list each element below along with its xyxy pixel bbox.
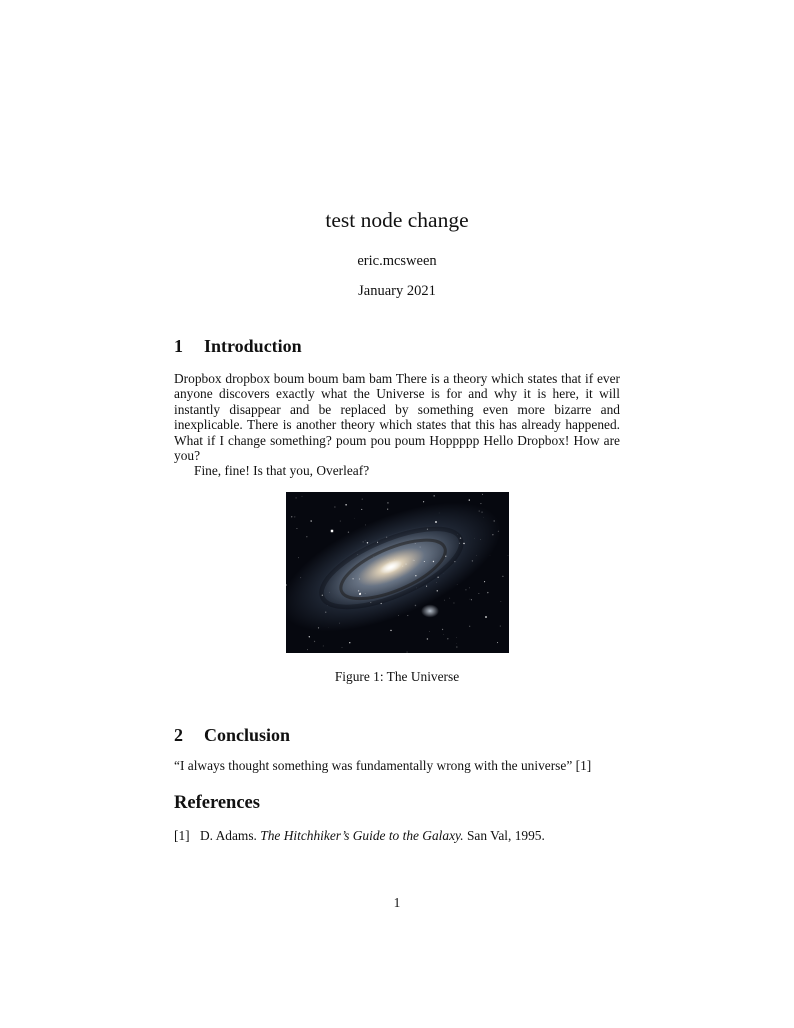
star [357,590,358,591]
star [469,587,470,588]
star [339,520,340,521]
star [385,536,386,537]
star [502,576,503,577]
section-heading-introduction [174,335,620,357]
star [444,600,445,601]
star [438,512,439,513]
star [300,577,301,578]
star [294,516,295,517]
star [286,584,287,585]
star [339,623,340,624]
star [468,499,469,500]
star [465,589,466,590]
star [454,561,455,562]
star [412,560,413,561]
star [370,602,371,603]
andromeda-galaxy-image [286,492,509,653]
star [500,601,501,602]
star [341,647,342,648]
star [492,534,493,535]
star [361,509,362,510]
star [456,643,457,644]
star [468,626,469,627]
page-number: 1 [393,895,401,910]
star [459,537,460,538]
star [406,651,407,652]
star [364,593,365,594]
star [389,561,390,562]
conclusion-quote: “I always thought something was fundamentally wrong with the universe” [1] [174,757,592,773]
bright-star [435,521,437,523]
star [436,590,437,591]
star [419,546,420,547]
star [449,598,450,599]
star [362,541,363,542]
star [435,582,436,583]
section-number: 2 [174,724,183,745]
star [437,577,438,578]
bright-star [358,593,360,595]
date-line: January 2021 [358,283,436,299]
star [402,566,403,567]
reference-label: [1] [174,828,190,844]
star [481,511,482,512]
star [345,504,346,505]
star [413,560,414,561]
star [321,594,322,595]
star [380,603,381,604]
star [317,627,318,628]
star [329,592,330,593]
bright-star-glow [329,529,334,534]
reference-authors: D. Adams. [200,828,257,844]
section-title: Introduction [204,336,302,356]
figure-caption: Figure 1: The Universe [334,668,460,684]
star [365,524,366,525]
reference-text [200,828,545,843]
introduction-paragraph-2: Fine, fine! Is that you, Overleaf? [194,463,370,479]
star [469,599,470,600]
star [480,503,481,504]
star [463,543,464,544]
star [310,520,311,521]
star [306,536,307,537]
star [426,638,427,639]
star [441,629,442,630]
star [301,496,302,497]
star [296,528,297,529]
references-heading: References [174,793,260,814]
author-line: eric.mcsween [357,253,437,269]
star [478,593,479,594]
companion-galaxy [421,604,439,617]
page-title: test node change [325,208,469,232]
star [398,615,399,616]
star [426,528,427,529]
star [334,507,335,508]
star [470,599,471,600]
star [445,556,446,557]
star [307,649,308,650]
star [497,642,498,643]
section-title: Conclusion [204,724,291,745]
star [493,520,494,521]
star [414,543,415,544]
text-block [174,0,620,844]
star [361,498,362,499]
star [456,637,457,638]
star [390,630,391,631]
star [416,587,417,588]
star [290,516,291,517]
reference-publisher: San Val, 1995. [466,828,545,844]
star [476,555,477,556]
star [387,502,388,503]
star [471,560,472,561]
star [453,602,454,603]
star [499,625,500,626]
star [377,542,378,543]
star [423,501,424,502]
star [349,642,350,643]
figure-1 [174,492,620,653]
star [482,494,483,495]
star [359,578,360,579]
star [364,540,365,541]
star [354,518,355,519]
star [426,585,427,586]
bright-star [485,616,487,618]
star [429,631,430,632]
star [352,578,353,579]
section-number: 1 [174,336,183,356]
star [447,638,448,639]
star [478,510,479,511]
star [295,497,296,498]
star [407,615,408,616]
star [497,531,498,532]
section-heading-conclusion [174,724,620,746]
reference-entry [174,828,620,843]
reference-title: The Hitchhiker’s Guide to the Galaxy. [260,828,464,844]
star [387,508,388,509]
star [432,561,433,562]
star [487,592,488,593]
introduction-paragraph-1: Dropbox dropbox boum boum bam bam There is a theory which states that if ever anyone discovers exactly what the Universe is for and why it is here, it will instantly disappear and be replaced by something even more bizarre and inexplicable. There is another theory which states that this has already happened. What if I change something? poum pou poum Hoppppp Hello Dropbox! How are you? [174,371,620,464]
star [423,561,424,562]
star [325,611,326,612]
star [347,531,348,532]
star [313,641,314,642]
star [443,634,444,635]
star [322,645,323,646]
star [459,543,460,544]
star [415,575,416,576]
star [484,581,485,582]
star [405,563,406,564]
star [414,605,415,606]
star [456,646,457,647]
star [433,495,434,496]
star [298,557,299,558]
star [366,542,367,543]
star [308,636,309,637]
star [394,559,395,560]
